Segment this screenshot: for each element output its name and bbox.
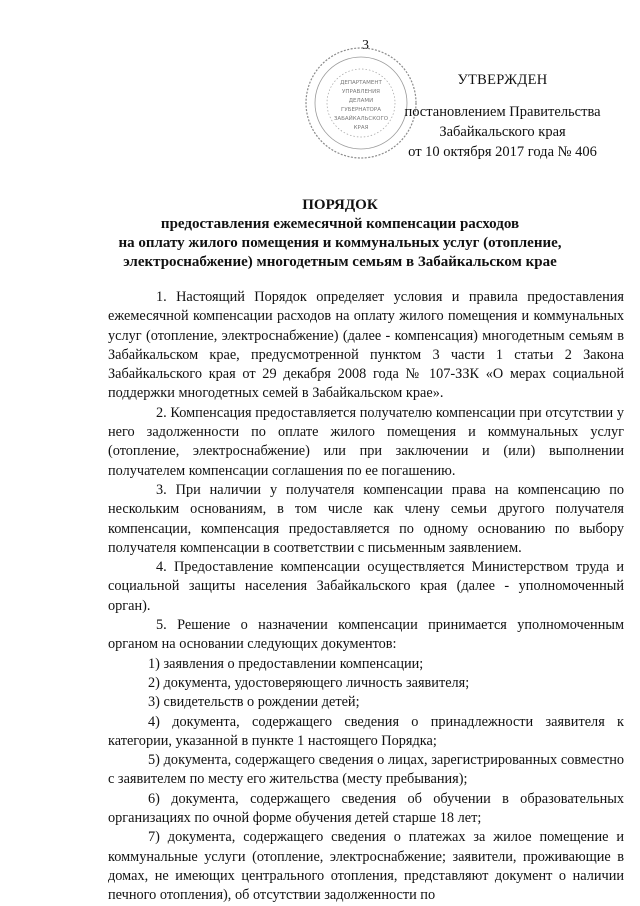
seal-text-4: ГУБЕРНАТОРА (341, 107, 381, 113)
paragraph-3: 3. При наличии у получателя компенсации права на компенсацию по нескольким основаниям, в том числе как члену семьи другого получателя компенсации, компенсация предоставляется по одному основанию по выбору получателя компенсации в соответствии с письменным заявлением. (108, 481, 624, 556)
page-number: 3 (362, 38, 369, 53)
list-item: 1) заявления о предоставлении компенсации; (148, 655, 424, 672)
list-item: 5) документа, содержащего сведения о лицах, зарегистрированных совместно с заявителем по месту его жительства (месту пребывания); (108, 752, 624, 788)
seal-text-6: КРАЯ (353, 125, 369, 131)
document-heading (110, 196, 570, 272)
approval-line-3: от 10 октября 2017 года № 406 (408, 144, 597, 160)
approval-block (380, 70, 625, 162)
document-body (108, 288, 624, 906)
document-title: ПОРЯДОК (302, 197, 378, 213)
approval-line-2: Забайкальского края (439, 124, 566, 140)
seal-text-2: УПРАВЛЕНИЯ (341, 89, 381, 95)
list-item: 7) документа, содержащего сведения о платежах за жилое помещение и коммунальные услуги (отопление, электроснабжение; заявители, проживающие в домах, не имеющих центрального отопления, представляют документ о наличии печного отопления), об отсутствии задолженности по (108, 829, 624, 904)
list-item: 6) документа, содержащего сведения об обучении в образовательных организациях по очной форме обучения детей старше 18 лет; (108, 790, 624, 827)
list-item: 2) документа, удостоверяющего личность заявителя; (148, 674, 470, 691)
document-subtitle-1: предоставления ежемесячной компенсации расходов (160, 216, 520, 232)
approval-line-1: постановлением Правительства (404, 104, 601, 120)
list-item: 3) свидетельств о рождении детей; (148, 694, 360, 711)
seal-text-1: ДЕПАРТАМЕНТ (340, 80, 382, 86)
paragraph-4: 4. Предоставление компенсации осуществляется Министерством труда и социальной защиты населения Забайкальского края (далее - уполномоченный орган). (108, 559, 624, 614)
document-subtitle-2: на оплату жилого помещения и коммунальных услуг (отопление, (118, 235, 562, 251)
approval-title: УТВЕРЖДЕН (457, 72, 548, 88)
paragraph-2: 2. Компенсация предоставляется получателю компенсации при отсутствии у него задолженности по оплате жилого помещения и коммунальных услуг (отопление, электроснабжение) или при заключении и (или) выполнении получателем компенсации соглашения по ее погашению. (108, 404, 624, 479)
paragraph-1: 1. Настоящий Порядок определяет условия и правила предоставления ежемесячной компенсации расходов на оплату жилого помещения и коммунальных услуг (отопление, электроснабжение) (далее - компенсация) многодетным семьям в Забайкальском крае, предусмотренной пунктом 3 части 1 статьи 2 Закона Забайкальского края от 29 декабря 2008 года № 107-ЗЗК «О мерах социальной поддержки многодетных семей в Забайкальском крае». (108, 289, 624, 402)
paragraph-5: 5. Решение о назначении компенсации принимается уполномоченным органом на основании следующих документов: (108, 617, 624, 653)
seal-text-5: ЗАБАЙКАЛЬСКОГО (333, 116, 389, 122)
list-item: 4) документа, содержащего сведения о принадлежности заявителя к категории, указанной в пункте 1 настоящего Порядка; (108, 713, 624, 749)
seal-text-3: ДЕЛАМИ (348, 98, 374, 104)
document-subtitle-3: электроснабжение) многодетным семьям в Забайкальском крае (123, 254, 557, 270)
